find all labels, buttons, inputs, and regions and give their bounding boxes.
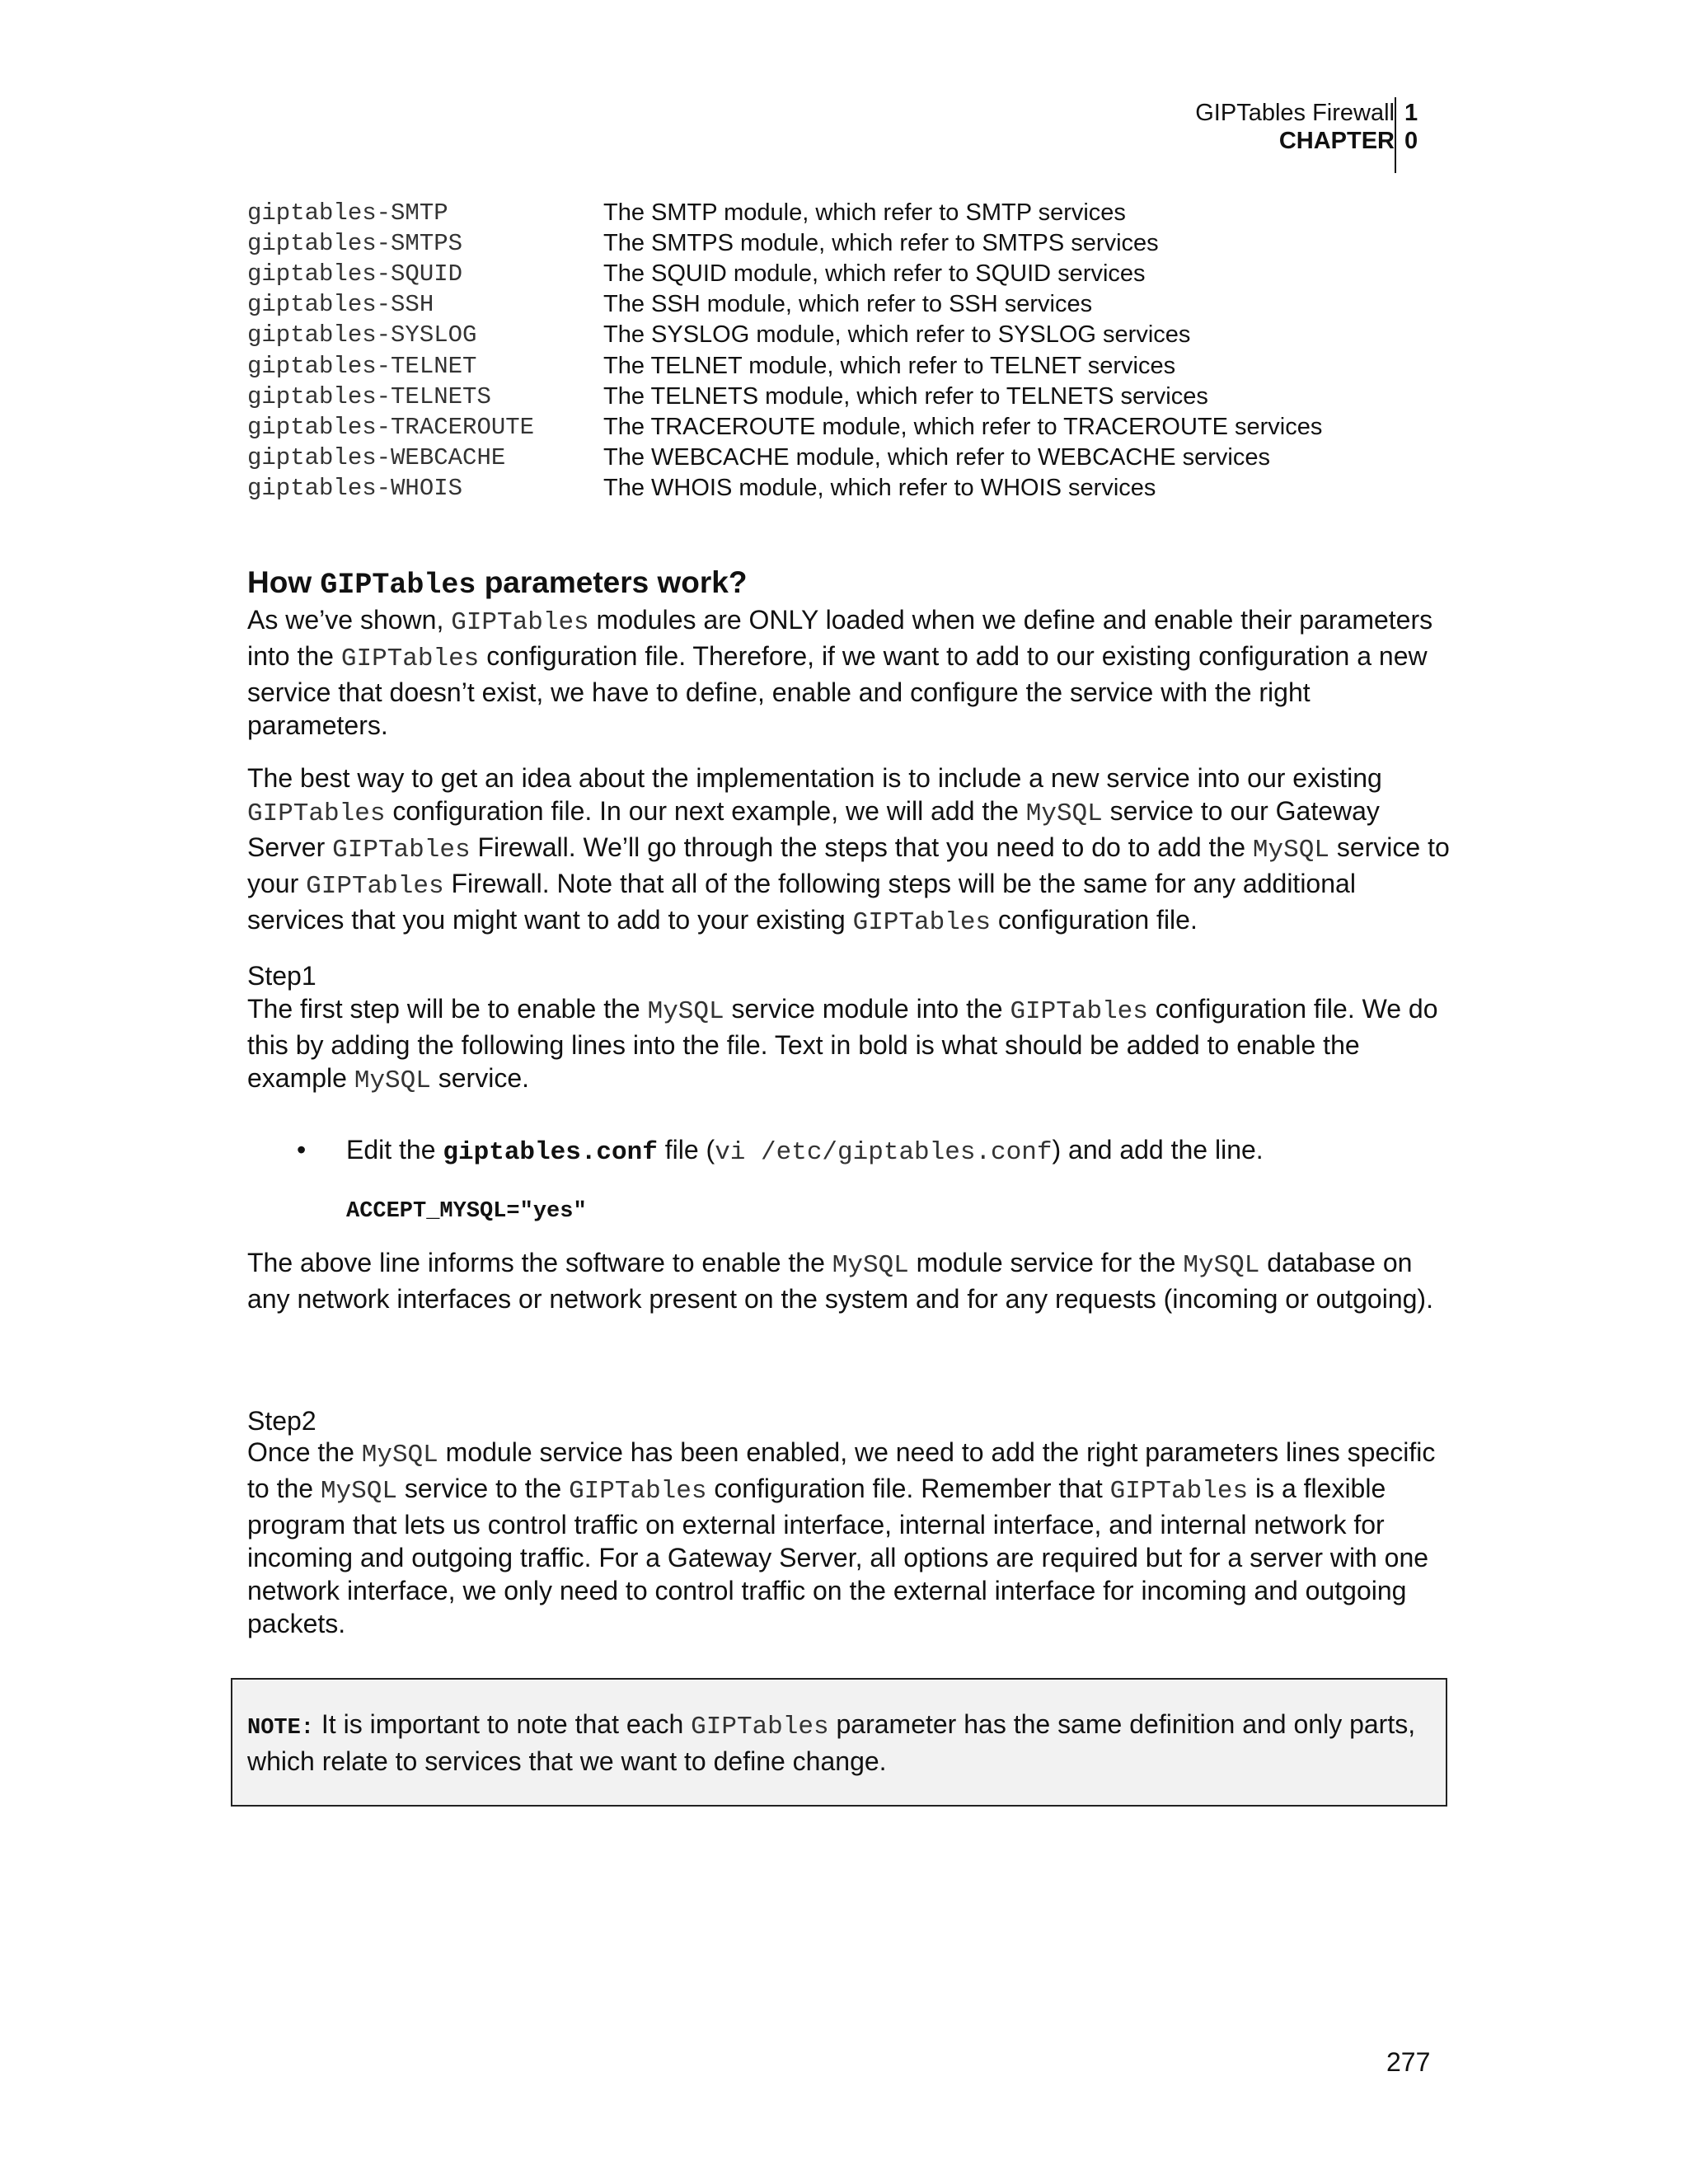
inline-code: GIPTables <box>451 608 589 637</box>
module-name: giptables-WEBCACHE <box>247 443 506 471</box>
module-description: The TELNET module, which refer to TELNET services <box>603 352 1176 379</box>
inline-code: MySQL <box>647 997 724 1026</box>
text-run: configuration file. Therefore, if we want to add to our existing configuration a new service that doesn’t exist, we have to define, enable and configure the service with the right parameters. <box>247 641 1428 740</box>
module-row <box>247 412 1451 443</box>
text-run: Firewall. We’ll go through the steps that you need to do to add the <box>470 832 1253 862</box>
text-run: The above line informs the software to enable the <box>247 1248 832 1277</box>
text-run: As we’ve shown, <box>247 605 452 635</box>
module-row <box>247 289 1451 320</box>
text-run: configuration file. Remember that <box>706 1474 1110 1503</box>
inline-code: GIPTables <box>332 836 471 865</box>
text-run: database on any network interfaces or network present on the system and for any requests (incoming or outgoing). <box>247 1248 1433 1314</box>
module-row <box>247 473 1451 504</box>
text-run: Firewall. Note that all of the following steps will be the same for any additional services that you might want to add to your existing <box>247 869 1356 935</box>
bullet-command: vi /etc/giptables.conf <box>715 1138 1053 1167</box>
chapter-number-digit: 1 <box>1404 100 1418 126</box>
module-name: giptables-SMTP <box>247 199 448 227</box>
heading-code: GIPTables <box>320 569 476 602</box>
text-run: module service has been enabled, we need to add the right parameters lines specific to the <box>247 1437 1436 1503</box>
inline-code: GIPTables <box>852 908 992 937</box>
module-description: The SMTPS module, which refer to SMTPS services <box>603 230 1159 257</box>
module-row <box>247 350 1451 381</box>
bullet-text: file ( <box>657 1135 715 1165</box>
text-run: service module into the <box>724 994 1010 1024</box>
text-run: modules are ONLY loaded when we define and enable their parameters into the <box>247 605 1433 671</box>
module-name: giptables-TRACEROUTE <box>247 413 535 441</box>
step1-label: Step1 <box>247 961 316 991</box>
header-divider <box>1395 97 1396 173</box>
module-table <box>247 198 1451 504</box>
inline-code: MySQL <box>832 1251 909 1280</box>
inline-code: MySQL <box>1252 836 1329 865</box>
intro-paragraph <box>247 603 1451 742</box>
text-run: parameter has the same definition and only parts, which relate to services that we want to define change. <box>247 1709 1416 1776</box>
module-name: giptables-TELNET <box>247 352 477 380</box>
page-number: 277 <box>1386 2047 1431 2077</box>
module-row <box>247 198 1451 228</box>
inline-code: MySQL <box>354 1066 431 1095</box>
explanation-paragraph <box>247 1246 1451 1315</box>
module-description: The WEBCACHE module, which refer to WEBCACHE services <box>603 443 1270 471</box>
inline-code: GIPTables <box>691 1713 829 1741</box>
module-description: The TELNETS module, which refer to TELNETS services <box>603 382 1208 410</box>
module-description: The WHOIS module, which refer to WHOIS services <box>603 474 1156 501</box>
inline-code: GIPTables <box>247 799 386 828</box>
module-name: giptables-SQUID <box>247 260 463 288</box>
bullet-symbol: • <box>297 1135 307 1165</box>
module-description: The SSH module, which refer to SSH services <box>603 291 1093 318</box>
note-box <box>231 1678 1447 1807</box>
text-run: configuration file. In our next example, we will add the <box>385 796 1026 826</box>
inline-code: GIPTables <box>340 644 480 673</box>
note-text <box>247 1708 1426 1778</box>
text-run: module service for the <box>908 1248 1184 1277</box>
header-chapter-label: CHAPTER <box>1278 128 1395 154</box>
module-name: giptables-SYSLOG <box>247 321 477 349</box>
module-name: giptables-SSH <box>247 291 434 319</box>
text-run: service to your <box>247 832 1450 898</box>
chapter-number-digit: 0 <box>1404 128 1418 154</box>
note-body <box>247 1709 1415 1776</box>
heading-text: How <box>247 565 321 599</box>
inline-code: MySQL <box>320 1477 397 1506</box>
module-row <box>247 443 1451 473</box>
module-description: The SMTP module, which refer to SMTP services <box>603 199 1126 227</box>
text-run: configuration file. <box>991 905 1198 935</box>
text-run: service. <box>430 1063 529 1093</box>
module-description: The SYSLOG module, which refer to SYSLOG services <box>603 321 1191 349</box>
module-description: The SQUID module, which refer to SQUID services <box>603 260 1146 288</box>
step2-label: Step2 <box>247 1406 316 1436</box>
module-name: giptables-SMTPS <box>247 230 463 258</box>
inline-code: MySQL <box>1025 799 1103 828</box>
inline-code: MySQL <box>361 1441 438 1469</box>
bullet-filename: giptables.conf <box>443 1138 658 1167</box>
inline-code: GIPTables <box>569 1477 707 1506</box>
example-paragraph <box>247 762 1451 940</box>
text-run: service to the <box>396 1474 570 1503</box>
module-row <box>247 228 1451 259</box>
note-label: NOTE: <box>247 1716 315 1741</box>
module-name: giptables-TELNETS <box>247 382 491 410</box>
module-row <box>247 259 1451 289</box>
bullet-item <box>297 1133 1264 1169</box>
text-run: The first step will be to enable the <box>247 994 648 1024</box>
module-row <box>247 320 1451 350</box>
text-run: Once the <box>247 1437 362 1467</box>
text-run: is a flexible program that lets us control traffic on external interface, internal interface, and internal network for incoming and outgoing traffic. For a Gateway Server, all options are required but for a server with one network interface, we only need to control traffic on the external interface for incoming and outgoing packets. <box>247 1474 1429 1638</box>
inline-code: MySQL <box>1183 1251 1260 1280</box>
module-row <box>247 382 1451 412</box>
step2-paragraph <box>247 1436 1451 1640</box>
bullet-text: Edit the <box>346 1135 443 1165</box>
inline-code: GIPTables <box>306 872 444 901</box>
text-run: configuration file. We do this by adding the following lines into the file. Text in bold is what should be added to enable the example <box>247 994 1438 1093</box>
module-description: The TRACEROUTE module, which refer to TRACEROUTE services <box>603 413 1323 440</box>
text-run: It is important to note that each <box>314 1709 692 1739</box>
text-run: service to our Gateway Server <box>247 796 1380 862</box>
inline-code: GIPTables <box>1109 1477 1249 1506</box>
running-header <box>1071 97 1428 175</box>
text-run: The best way to get an idea about the implementation is to include a new service into our existing <box>247 763 1382 793</box>
inline-code: GIPTables <box>1010 997 1148 1026</box>
config-code-line: ACCEPT_MYSQL="yes" <box>346 1199 587 1224</box>
header-title: GIPTables Firewall <box>1195 100 1395 126</box>
heading-text: parameters work? <box>476 565 748 599</box>
section-heading <box>247 565 747 602</box>
bullet-text: ) and add the line. <box>1052 1135 1264 1165</box>
step1-paragraph <box>247 992 1451 1098</box>
module-name: giptables-WHOIS <box>247 474 463 502</box>
